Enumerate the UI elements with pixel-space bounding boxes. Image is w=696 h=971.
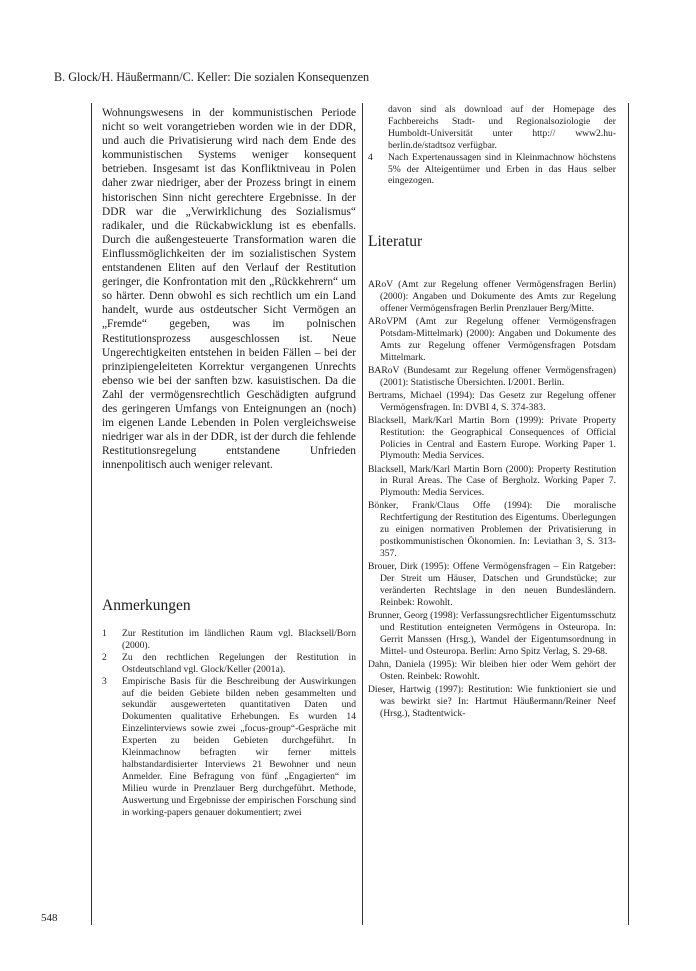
note-item: 3 Empirische Basis für die Beschreibung der Auswirkungen auf die beiden Gebiete bilden neben gesammelten und sekundär ausgewerteten quantitativen Daten und Dokumenten qualitative Erhebungen. Es wurden 14 Einzelinterviews sowie zwei „focus-group“-Gespräche mit Experten zu beiden Gebieten durchgeführt. In Kleinmachnow befragten wir ferner mittels halbstandardisierter Interviews 21 Bewohner und neun Anmelder. Eine Befragung von fünf „Engagierten“ im Milieu wurde in Prenzlauer Berg durchgeführt. Methode, Auswertung und Ergebnisse der empirischen Forschung sind in working-papers genauer dokumentiert; zwei xyxy=(102,675,356,818)
left-margin-rule xyxy=(91,103,92,925)
notes-heading: Anmerkungen xyxy=(102,597,191,614)
reference-item: Dieser, Hartwig (1997): Restitution: Wie funktioniert sie und was bewirkt sie? In: Hartmut Häußermann/Reiner Neef (Hrsg.), Stadtentwick- xyxy=(368,683,616,719)
notes-list xyxy=(102,628,356,819)
running-header: B. Glock/H. Häußermann/C. Keller: Die sozialen Konsequenzen xyxy=(54,70,370,84)
literature-heading: Literatur xyxy=(368,233,423,250)
reference-item: Bertrams, Michael (1994): Das Gesetz zur Regelung offener Vermögensfragen. In: DVBI 4, S. 374-383. xyxy=(368,389,616,413)
reference-item: Blacksell, Mark/Karl Martin Born (1999): Private Property Restitution: the Geographical Consequences of Official Policies in Central and Eastern Europe. Working Paper 1. Plymouth: Media Services. xyxy=(368,414,616,462)
reference-item: Brouer, Dirk (1995): Offene Vermögensfragen – Ein Ratgeber: Der Streit um Häuser, Datschen und Grundstücke; zur veränderten Rechtslage in den neuen Bundesländern. Reinbek: Rowohlt. xyxy=(368,561,616,608)
note-item: 2 Zu den rechtlichen Regelungen der Restitution in Ostdeutschland vgl. Glock/Keller (2001a). xyxy=(102,651,356,675)
reference-item: Bönker, Frank/Claus Offe (1994): Die moralische Rechtfertigung der Restitution des Eigentums. Überlegungen zu einigen normativen Problemen der Privatisierung in postkommunistischen Ökonomien. In: Leviathan 3, S. 313-357. xyxy=(368,500,616,560)
body-paragraph: Wohnungswesens in der kommunistischen Periode nicht so weit vorangetrieben worden wie in der DDR, und auch die Privatisierung wird nach dem Ende des kommunistischen Systems weniger konsequent betrieben. Insgesamt ist das Konfliktniveau in Polen daher zwar niedriger, aber der Prozess bringt in einem historischen Sinn nicht gerechtere Ergebnisse. In der DDR war die „Verwirklichung des Sozialismus“ radikaler, und die Rückabwicklung ist es ebenfalls. Durch die außengesteuerte Transformation waren die Einflussmöglichkeiten der im sozialistischen System entstandenen Eliten auf den Verlauf der Restitution geringer, die Konfrontation mit den „Rückkehrern“ um so härter. Denn obwohl es sich rechtlich um ein Land handelt, wurde aus ostdeutscher Sicht Vermögen an „Fremde“ gegeben, was im polnischen Restitutionsprozess ausgeschlossen ist. Neue Ungerechtigkeiten entstehen in beiden Fällen – bei der prinzipiengeleiteten Korrektur vergangenen Unrechts ebenso wie bei der sanften bzw. kasuistischen. Da die Zahl der vermögensrechtlich Geschädigten aufgrund des geringeren Umfangs von Enteignungen an (noch) im eigenen Lande Lebenden in Polen vergleichsweise niedriger war als in der DDR, ist der durch die fehlende Restitutionsregelung entstandene Unfrieden innenpolitisch auch weniger relevant. xyxy=(102,107,356,472)
reference-item: Blacksell, Mark/Karl Martin Born (2000): Property Restitution in Rural Areas. The Case of Bergholz. Working Paper 7. Plymouth: Media Services. xyxy=(368,463,616,499)
right-column-notes xyxy=(368,104,616,187)
reference-item: ARoV (Amt zur Regelung offener Vermögensfragen Berlin) (2000): Angaben und Dokumente des Amts zur Regelung offener Vermögensfragen Berlin Prenzlauer Berg/Mitte. xyxy=(368,279,616,314)
right-margin-rule xyxy=(628,103,629,925)
reference-list xyxy=(368,279,616,721)
reference-item: BARoV (Bundesamt zur Regelung offener Vermögensfragen) (2001): Statistische Übersichten. I/2001. Berlin. xyxy=(368,364,616,388)
reference-item: ARoVPM (Amt zur Regelung offener Vermögensfragen Potsdam-Mittelmark) (2000): Angaben und Dokumente des Amts zur Regelung offener Vermögensfragen Potsdam Mittelmark. xyxy=(368,315,616,363)
page-number: 548 xyxy=(41,912,58,924)
reference-item: Brunner, Georg (1998): Verfassungsrechtlicher Eigentumsschutz und Restitution enteigneten Vermögens in Osteuropa. In: Gerrit Manssen (Hrsg.), Wandel der Eigentumsordnung in Mittel- und Osteuropa. Berlin: Arno Spitz Verlag, S. 29-68. xyxy=(368,609,616,657)
note-item: 4 Nach Expertenaussagen sind in Kleinmachnow höchstens 5% der Alteigentümer und Erben in das Haus selber eingezogen. xyxy=(368,151,616,187)
note-continuation: davon sind als download auf der Homepage des Fachbereichs Stadt- und Regionalsoziologie der Humboldt-Universität unter http:// www2.hu-berlin.de/stadtsoz verfügbar. xyxy=(388,104,616,151)
column-rule-left xyxy=(362,103,363,925)
reference-item: Dahn, Daniela (1995): Wir bleiben hier oder Wem gehört der Osten. Reinbek: Rowohlt. xyxy=(368,658,616,682)
body-text-column xyxy=(102,106,356,472)
note-item: 1 Zur Restitution im ländlichen Raum vgl. Blacksell/Born (2000). xyxy=(102,628,356,651)
